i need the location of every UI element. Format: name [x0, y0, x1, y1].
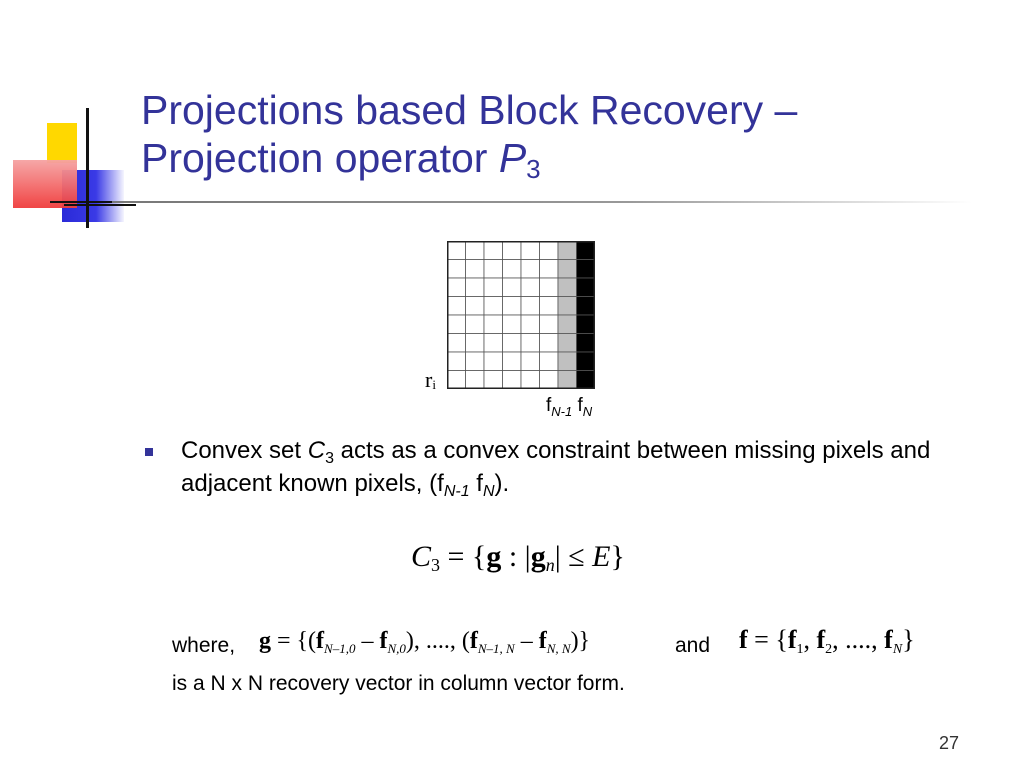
eq-g-f3: f [469, 628, 478, 654]
grid-cell [577, 278, 596, 297]
grid-cell [558, 315, 577, 334]
grid-cell [521, 371, 540, 390]
eq-g-f3-subscript: N–1, N [477, 641, 515, 656]
grid-cell [503, 371, 522, 390]
grid-cell [484, 315, 503, 334]
grid-cell [521, 297, 540, 316]
grid-cell [558, 241, 577, 260]
grid-cell [447, 334, 466, 353]
grid-cell [484, 297, 503, 316]
eq-f-close: } [902, 625, 915, 654]
page-number: 27 [939, 733, 960, 753]
eq-g-minus-1: – [355, 628, 380, 654]
grid-cell [521, 334, 540, 353]
bullet-subscript-2: N [482, 483, 495, 500]
eq-g-mid: ), ...., ( [405, 628, 470, 654]
eq-f-f1: f [787, 625, 797, 654]
eq-f-sep-2: , ...., [832, 625, 885, 654]
eq-g-minus-2: – [514, 628, 539, 654]
eq-g-f1-subscript: N–1,0 [324, 641, 356, 656]
logo-yellow-square [47, 123, 77, 163]
grid-cell [484, 334, 503, 353]
column-labels [546, 395, 592, 419]
pixel-grid-figure [447, 241, 595, 389]
eq-c3-part-4: } [610, 540, 625, 573]
grid-cell [466, 260, 485, 279]
logo-vertical-line [86, 108, 89, 228]
eq-g-f4-subscript: N, N [546, 641, 571, 656]
grid-cell [521, 260, 540, 279]
grid-cell [503, 241, 522, 260]
eq-c3-part-3: | ≤ [554, 540, 593, 573]
eq-f-sep-1: , [803, 625, 817, 654]
grid-cell [466, 371, 485, 390]
eq-c3-gn-subscript: n [545, 555, 555, 575]
eq-g-f4: f [538, 628, 547, 654]
title-symbol-subscript: 3 [526, 154, 541, 184]
bullet-text-part-1: Convex set [181, 437, 308, 464]
grid-cell [447, 297, 466, 316]
grid-cell [540, 352, 559, 371]
eq-c3-lhs-subscript: 3 [431, 555, 441, 575]
bullet-text-part-4: ). [494, 470, 510, 497]
grid-cell [521, 315, 540, 334]
grid-cell [558, 278, 577, 297]
bullet-symbol: C [307, 437, 326, 464]
grid-cell [466, 352, 485, 371]
grid-cell [577, 241, 596, 260]
eq-g-f2: f [379, 628, 388, 654]
bullet-text-part-2: acts as a convex constraint between missing pixels and adjacent known pixels, (f [181, 437, 931, 497]
bullet-text [181, 434, 971, 500]
grid-cell [503, 278, 522, 297]
eq-g-f1: f [316, 628, 325, 654]
grid-cell [558, 334, 577, 353]
grid-cell [540, 241, 559, 260]
title-line-2 [141, 134, 1001, 182]
grid-cell [447, 352, 466, 371]
grid-cell [577, 297, 596, 316]
eq-f-f1-subscript: 1 [796, 642, 804, 657]
grid-cell [540, 278, 559, 297]
grid-cell [503, 260, 522, 279]
eq-g-open: = {( [271, 628, 317, 654]
eq-c3-g: g [486, 540, 502, 573]
grid-cell [484, 260, 503, 279]
eq-f-fn-subscript: N [892, 642, 903, 657]
grid-cell [540, 260, 559, 279]
bullet-symbol-subscript: 3 [325, 450, 334, 467]
logo-horizontal-line-2 [64, 204, 136, 206]
eq-c3-lhs: C [411, 540, 432, 573]
column-label-2-subscript: N [582, 404, 593, 419]
grid-cell [447, 315, 466, 334]
eq-f-f2: f [816, 625, 826, 654]
recovery-vector-text: is a N x N recovery vector in column vector form. [172, 672, 625, 695]
title-underline [112, 201, 972, 203]
eq-c3-part-1: = { [440, 540, 487, 573]
grid-cell [558, 260, 577, 279]
grid-cell [447, 371, 466, 390]
where-label: where, [172, 634, 236, 657]
column-label-1: f [546, 395, 552, 416]
eq-f-open: = { [747, 625, 788, 654]
eq-f-lhs: f [739, 625, 748, 654]
grid-cell [484, 352, 503, 371]
row-label-subscript: i [432, 377, 436, 392]
grid-cell [540, 334, 559, 353]
eq-g-lhs: g [259, 628, 271, 654]
grid-cell [466, 297, 485, 316]
grid-cell [558, 352, 577, 371]
equation-g [259, 628, 590, 657]
eq-c3-e: E [592, 540, 611, 573]
grid-cell [521, 278, 540, 297]
eq-c3-gn: g [530, 540, 546, 573]
equation-c3 [411, 540, 625, 576]
bullet-subscript-1: N-1 [443, 483, 470, 500]
grid-cell [503, 352, 522, 371]
grid-cell [466, 315, 485, 334]
grid-cell [521, 352, 540, 371]
grid-cell [484, 278, 503, 297]
grid-cell [577, 315, 596, 334]
grid-cell [577, 352, 596, 371]
grid-cell [521, 241, 540, 260]
slide-title [141, 86, 1001, 182]
grid-cell [503, 297, 522, 316]
grid-cell [503, 334, 522, 353]
grid-cell [503, 315, 522, 334]
column-label-1-subscript: N-1 [551, 404, 573, 419]
grid-cell [540, 371, 559, 390]
grid-cell [577, 371, 596, 390]
grid-cell [558, 297, 577, 316]
and-label: and [675, 634, 711, 657]
grid-cell [466, 278, 485, 297]
equation-f [739, 625, 915, 658]
eq-c3-part-2: : | [501, 540, 531, 573]
grid-cell [540, 315, 559, 334]
grid-cell [447, 278, 466, 297]
column-label-2: f [577, 395, 583, 416]
grid-cell [558, 371, 577, 390]
bullet-marker [145, 448, 153, 456]
row-label-text: r [425, 367, 433, 392]
title-line-2-text: Projection operator [141, 135, 499, 181]
bullet-text-part-3: f [469, 470, 483, 497]
grid-cell [447, 260, 466, 279]
eq-g-close: )} [570, 628, 591, 654]
grid-cell [484, 371, 503, 390]
grid-cell [484, 241, 503, 260]
title-symbol: P [498, 135, 527, 181]
grid-cell [466, 241, 485, 260]
eq-g-f2-subscript: N,0 [387, 641, 406, 656]
grid-cell [577, 334, 596, 353]
eq-f-fn: f [884, 625, 893, 654]
grid-cell [447, 241, 466, 260]
eq-f-f2-subscript: 2 [825, 642, 833, 657]
grid-cell [466, 334, 485, 353]
row-label [425, 367, 436, 393]
grid-cell [540, 297, 559, 316]
grid-cell [577, 260, 596, 279]
pixel-grid [447, 241, 595, 389]
title-line-1: Projections based Block Recovery – [141, 87, 798, 133]
